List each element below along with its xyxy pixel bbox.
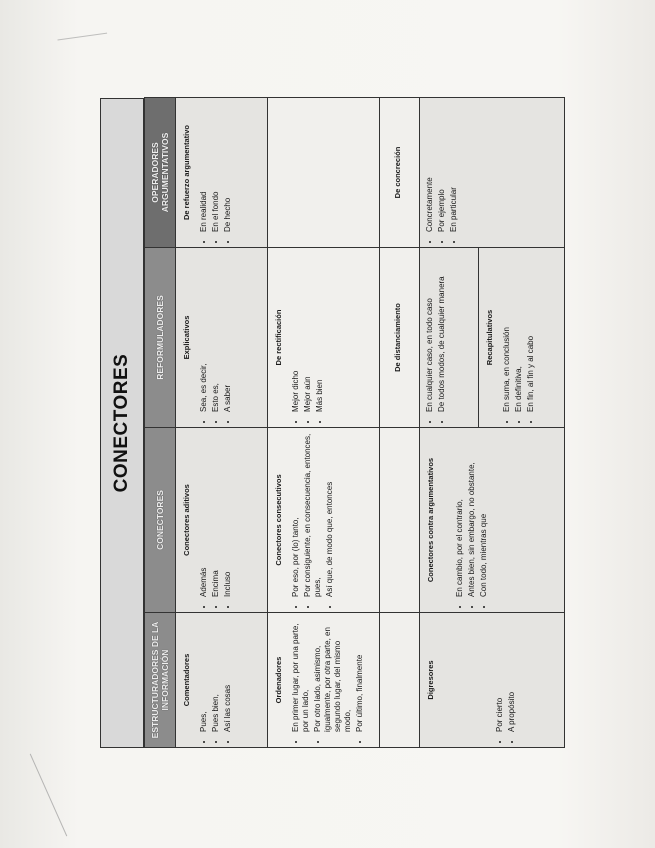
cell-title: Comentadores: [182, 653, 191, 707]
list-item: • De todos modos, de cualquier manera: [437, 253, 447, 412]
item-list: [291, 433, 335, 607]
list-item: • Mejor aún: [303, 253, 313, 412]
item-list: [199, 433, 233, 607]
list-item: • Encima: [211, 433, 221, 597]
list-item: • Concretamente: [425, 103, 435, 232]
cell-title: Ordenadores: [274, 656, 283, 704]
table-row: [420, 98, 565, 748]
list-item: • En cualquier caso, en todo caso: [425, 253, 435, 412]
list-item: • Antes bien, sin embargo, no obstante,: [467, 433, 477, 597]
cell-title: De distanciamiento: [393, 303, 402, 372]
cell-digresores: [420, 613, 565, 748]
list-item: • Esto es,: [211, 253, 221, 412]
list-item: • Mejor dicho: [291, 253, 301, 412]
connectors-table: [144, 97, 565, 748]
pen-mark: [57, 33, 108, 51]
item-list: [425, 253, 447, 422]
item-list: [291, 618, 365, 742]
subcell-recapitulativos: [478, 248, 564, 427]
list-item: • Así las cosas: [223, 618, 233, 732]
cell-refuerzo: [176, 98, 268, 248]
header-estructuradores: ESTRUCTURADORES DE LA INFORMACIÓN: [145, 613, 176, 748]
cell-title: De refuerzo argumentativo: [182, 124, 191, 221]
list-item: • Incluso: [223, 433, 233, 597]
cell-empty: [268, 98, 380, 248]
list-item: • Por cierto: [495, 618, 505, 732]
header-reformuladores: REFORMULADORES: [145, 248, 176, 428]
cell-title: Conectores contra argumentativos: [426, 457, 435, 583]
list-item: • En realidad: [199, 103, 209, 232]
item-list: [199, 103, 233, 242]
subcell-distanciamiento-items: [420, 248, 478, 427]
list-item: • En fin, al fin y al cabo: [526, 253, 536, 412]
table-row: [176, 98, 268, 748]
header-row: [145, 98, 176, 748]
item-list: [502, 253, 536, 422]
cell-title: De rectificación: [274, 309, 283, 366]
list-item: • Con todo, mientras que: [479, 433, 489, 597]
cell-recapitulativos: [420, 248, 565, 428]
list-item: • Por último, finalmente: [355, 618, 365, 732]
cell-consecutivos: [268, 428, 380, 613]
list-item: • A saber: [223, 253, 233, 412]
list-item: • Por eso, por (lo) tanto,: [291, 433, 301, 597]
cell-explicativos: [176, 248, 268, 428]
item-list: [425, 103, 459, 242]
cell-title: Conectores consecutivos: [274, 474, 283, 566]
list-item: • Pues bien,: [211, 618, 221, 732]
cell-title: Recapitulativos: [485, 309, 494, 366]
list-item: • Más bien: [315, 253, 325, 412]
table-title: CONECTORES: [100, 98, 144, 748]
header-operadores: OPERADORES ARGUMENTATIVOS: [145, 98, 176, 248]
list-item: • Por consiguiente, en consecuencia, entonces, pues,: [303, 433, 323, 597]
list-item: • Además: [199, 433, 209, 597]
item-list: [199, 618, 233, 742]
item-list: [455, 433, 489, 607]
list-item: • En el fondo: [211, 103, 221, 232]
item-list: [199, 253, 233, 422]
table-row: [380, 98, 420, 748]
cell-distanciamiento: [380, 248, 420, 428]
cell-empty: [380, 428, 420, 613]
cell-aditivos: [176, 428, 268, 613]
cell-title: De concreción: [393, 146, 402, 199]
cell-concrecion: [380, 98, 420, 248]
cell-ordenadores: [268, 613, 380, 748]
list-item: • En definitiva,: [514, 253, 524, 412]
list-item: • En primer lugar, por una parte, por un lado,: [291, 618, 311, 732]
item-list: [291, 253, 325, 422]
list-item: • A propósito: [507, 618, 517, 732]
list-item: • De hecho: [223, 103, 233, 232]
list-item: • En particular: [449, 103, 459, 232]
cell-comentadores: [176, 613, 268, 748]
connectors-table-rotated: [100, 98, 565, 748]
cell-rectificacion: [268, 248, 380, 428]
cell-title: Digresores: [426, 660, 435, 700]
list-item: • En cambio, por el contrario,: [455, 433, 465, 597]
list-item: • Por otro lado, asimismo, igualmente, por otra parte, en segundo lugar, del mismo modo,: [313, 618, 353, 732]
list-item: • En suma, en conclusión: [502, 253, 512, 412]
table-row: [268, 98, 380, 748]
cell-title: Explicativos: [182, 315, 191, 360]
list-item: • Así que, de modo que, entonces: [325, 433, 335, 597]
paper-fold: [30, 754, 68, 837]
cell-title: Conectores aditivos: [182, 484, 191, 556]
header-conectores: CONECTORES: [145, 428, 176, 613]
list-item: • Pues,: [199, 618, 209, 732]
item-list: [495, 618, 517, 742]
list-item: • Por ejemplo: [437, 103, 447, 232]
cell-empty: [380, 613, 420, 748]
cell-concrecion-items: [420, 98, 565, 248]
list-item: • Sea, es decir,: [199, 253, 209, 412]
cell-contra-argumentativos: [420, 428, 565, 613]
